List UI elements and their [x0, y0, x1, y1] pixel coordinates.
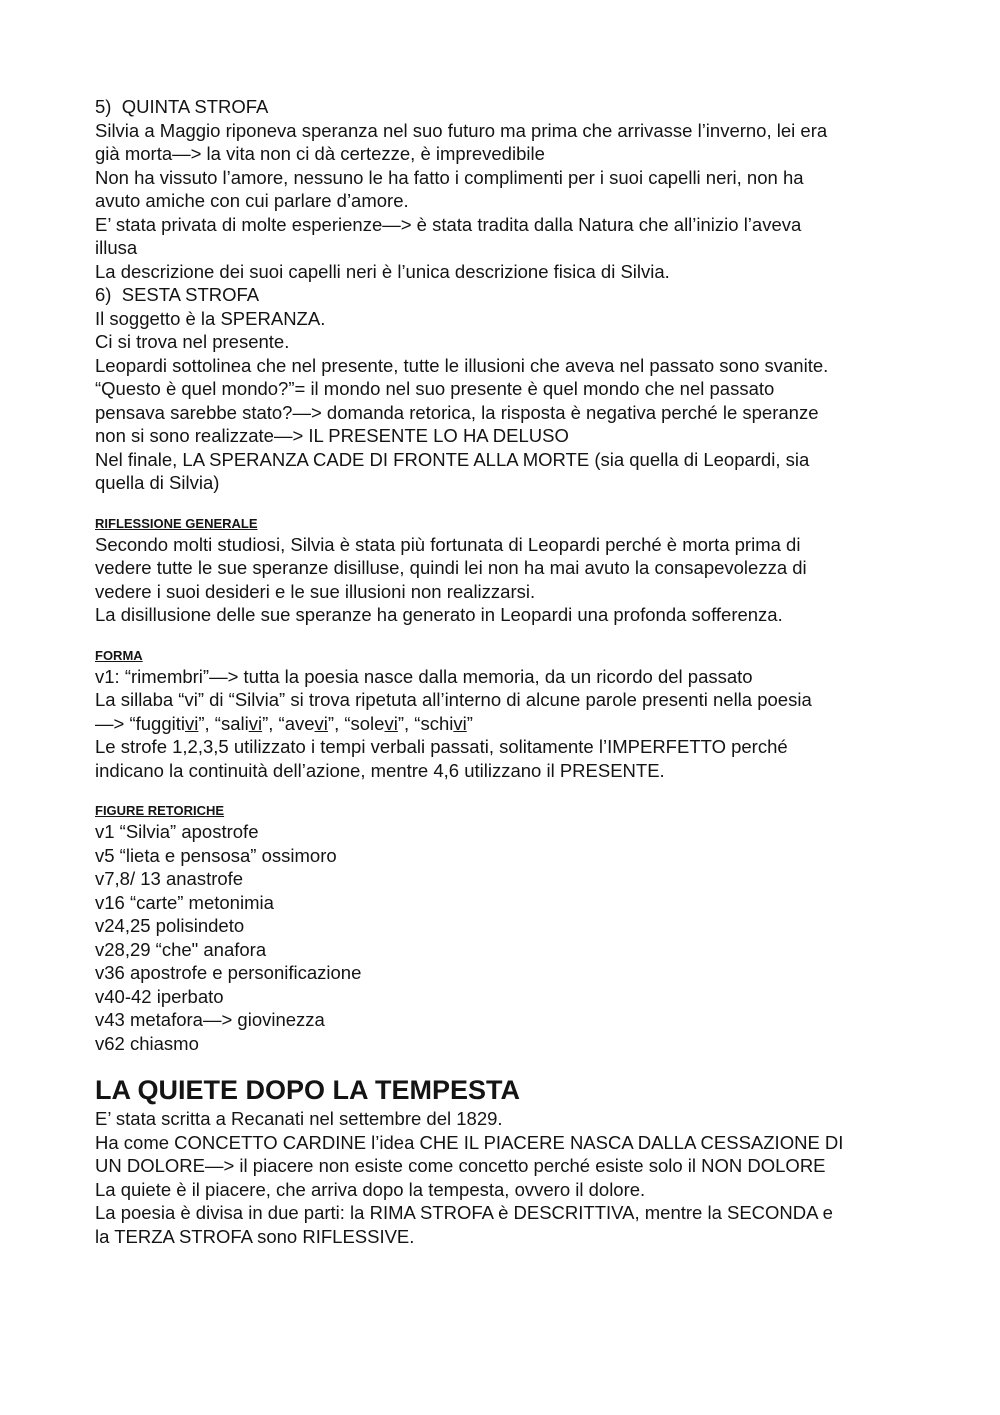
- underlined-syllable: vi: [184, 712, 199, 734]
- text-line: Ci si trova nel presente.: [95, 331, 290, 352]
- spacer: [95, 495, 925, 515]
- text-line: E’ stata privata di molte esperienze—> è stata tradita dalla Natura che all’inizio l’aveva: [95, 213, 802, 235]
- text-line: La disillusione delle sue speranze ha generato in Leopardi una profonda sofferenza.: [95, 604, 783, 625]
- spacer: [95, 1055, 925, 1073]
- text-line: Nel finale, LA SPERANZA CADE DI FRONTE ALLA MORTE (sia quella di Leopardi, sia: [95, 448, 810, 470]
- text-line: La sillaba “vi” di “Silvia” si trova ripetuta all’interno di alcune parole presenti nella poesia: [95, 689, 812, 710]
- text-line: La poesia è divisa in due parti: la RIMA STROFA è DESCRITTIVA, mentre la SECONDA e: [95, 1202, 833, 1223]
- text-line: Ha come CONCETTO CARDINE l’idea CHE IL PIACERE NASCA DALLA CESSAZIONE DI: [95, 1131, 844, 1153]
- section-riflessione-generale: [95, 515, 925, 627]
- text-line: E’ stata scritta a Recanati nel settembre del 1829.: [95, 1108, 503, 1129]
- text-fragment: ”: [466, 712, 473, 734]
- text-line: v1: “rimembri”—> tutta la poesia nasce dalla memoria, da un ricordo del passato: [95, 665, 753, 687]
- text-line: non si sono realizzate—> IL PRESENTE LO HA DELUSO: [95, 425, 569, 446]
- section-figure-retoriche: [95, 802, 925, 1055]
- underlined-syllable: vi: [384, 712, 398, 734]
- spacer: [95, 782, 925, 802]
- text-line: “Questo è quel mondo?”= il mondo nel suo presente è quel mondo che nel passato: [95, 378, 775, 399]
- text-line: Le strofe 1,2,3,5 utilizzato i tempi verbali passati, solitamente l’IMPERFETTO perché: [95, 736, 788, 757]
- underlined-syllable: vi: [314, 712, 328, 734]
- section-forma: [95, 647, 925, 783]
- underlined-syllable: vi: [453, 712, 467, 734]
- text-line: UN DOLORE—> il piacere non esiste come concetto perché esiste solo il NON DOLORE: [95, 1155, 826, 1176]
- text-line: Silvia a Maggio riponeva speranza nel suo futuro ma prima che arrivasse l’inverno, lei era: [95, 119, 828, 141]
- list-item: v24,25 polisindeto: [95, 915, 245, 936]
- text-fragment: ”, “sali: [198, 712, 249, 734]
- text-line: La descrizione dei suoi capelli neri è l’unica descrizione fisica di Silvia.: [95, 260, 670, 282]
- chapter-title: LA QUIETE DOPO LA TEMPESTA: [95, 1075, 521, 1105]
- text-fragment: ”, “ave: [262, 712, 315, 734]
- spacer: [95, 627, 925, 647]
- list-item: v43 metafora—> giovinezza: [95, 1009, 325, 1030]
- section-heading: 6) SESTA STROFA: [95, 284, 260, 305]
- text-line: illusa: [95, 237, 138, 258]
- text-line: la TERZA STROFA sono RIFLESSIVE.: [95, 1225, 415, 1247]
- section-heading: 5) QUINTA STROFA: [95, 96, 269, 117]
- subsection-heading: RIFLESSIONE GENERALE: [95, 515, 258, 531]
- text-line-underlined-syllables: [95, 712, 925, 736]
- subsection-heading: FORMA: [95, 647, 143, 663]
- list-item: v7,8/ 13 anastrofe: [95, 868, 244, 889]
- text-line: Il soggetto è la SPERANZA.: [95, 307, 326, 329]
- text-line: avuto amiche con cui parlare d’amore.: [95, 190, 409, 211]
- text-line: La quiete è il piacere, che arriva dopo la tempesta, ovvero il dolore.: [95, 1178, 646, 1200]
- text-line: Secondo molti studiosi, Silvia è stata più fortunata di Leopardi perché è morta prima di: [95, 533, 801, 555]
- text-fragment: ”, “schi: [397, 712, 454, 734]
- text-fragment: ”, “sole: [327, 712, 385, 734]
- text-line: pensava sarebbe stato?—> domanda retorica, la risposta è negativa perché le speranze: [95, 401, 819, 423]
- list-item: v36 apostrofe e personificazione: [95, 962, 362, 983]
- section-sesta-strofa: [95, 283, 925, 495]
- text-line: quella di Silvia): [95, 472, 220, 493]
- list-item: v62 chiasmo: [95, 1032, 199, 1054]
- text-line: indicano la continuità dell’azione, mentre 4,6 utilizzano il PRESENTE.: [95, 759, 665, 781]
- list-item: v5 “lieta e pensosa” ossimoro: [95, 844, 337, 866]
- text-line: Non ha vissuto l’amore, nessuno le ha fatto i complimenti per i suoi capelli neri, non ha: [95, 166, 804, 188]
- list-item: v40-42 iperbato: [95, 985, 224, 1007]
- text-line: Leopardi sottolinea che nel presente, tutte le illusioni che aveva nel passato sono svanite.: [95, 354, 829, 376]
- underlined-syllable: vi: [248, 712, 263, 734]
- text-fragment: —> “fuggiti: [95, 712, 185, 734]
- list-item: v16 “carte” metonimia: [95, 891, 274, 913]
- document-page: [95, 95, 925, 1248]
- text-line: vedere tutte le sue speranze disilluse, quindi lei non ha mai avuto la consapevolezza di: [95, 557, 807, 578]
- list-item: v1 “Silvia” apostrofe: [95, 821, 259, 842]
- list-item: v28,29 “che" anafora: [95, 938, 267, 960]
- text-line: vedere i suoi desideri e le sue illusioni non realizzarsi.: [95, 580, 536, 602]
- section-quiete-dopo-tempesta: [95, 1073, 925, 1248]
- subsection-heading: FIGURE RETORICHE: [95, 803, 225, 818]
- text-line: già morta—> la vita non ci dà certezze, è imprevedibile: [95, 143, 545, 164]
- section-quinta-strofa: [95, 95, 925, 283]
